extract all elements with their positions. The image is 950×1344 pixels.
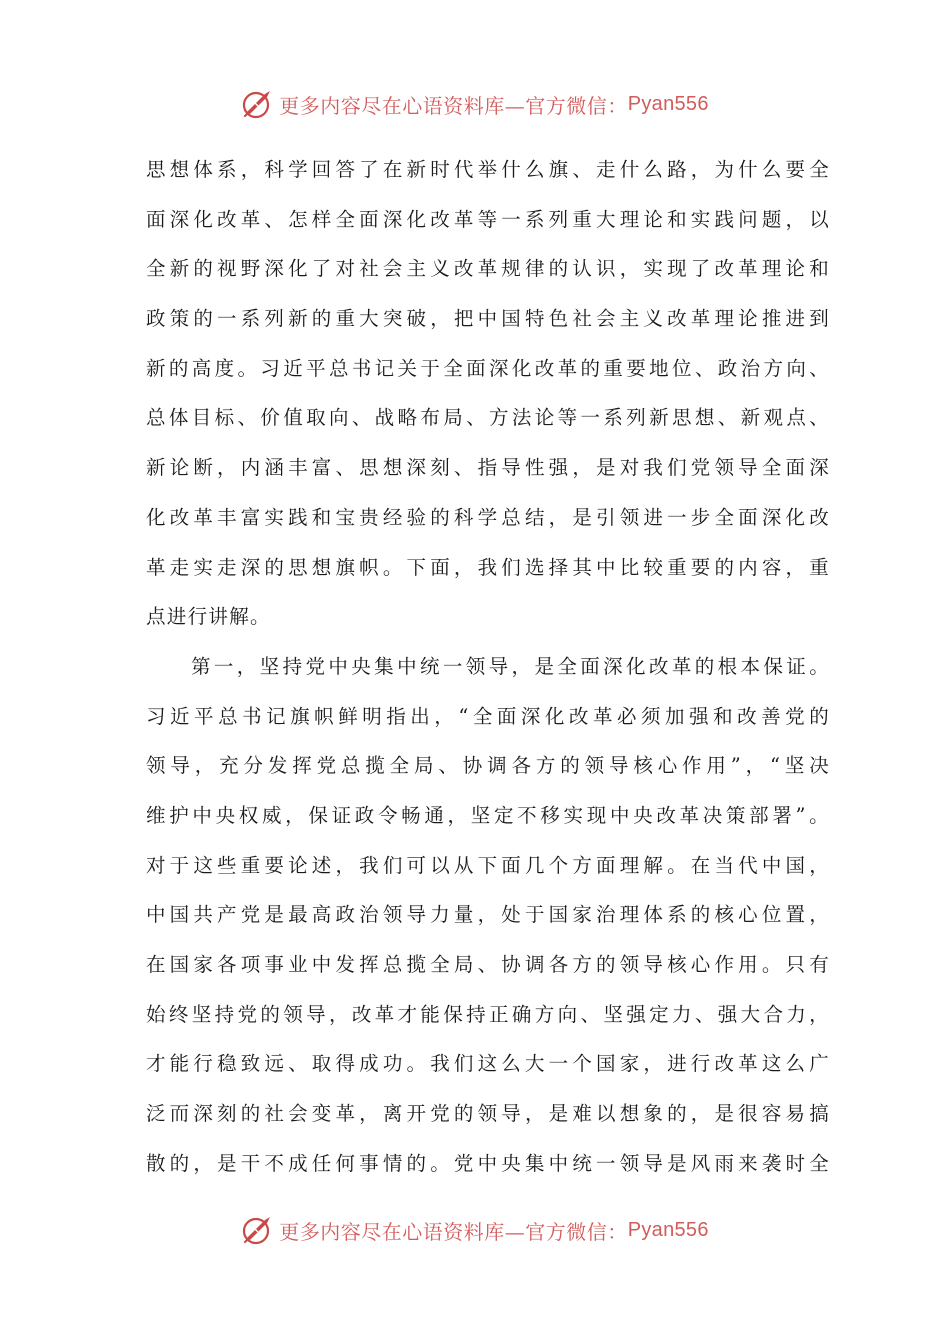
text-line: 维护中央权威，保证政令畅通，坚定不移实现中央改革决策部署”。 — [146, 803, 830, 827]
text-line: 总体目标、价值取向、战略布局、方法论等一系列新思想、新观点、 — [146, 406, 830, 430]
text-line: 全新的视野深化了对社会主义改革规律的认识，实现了改革理论和 — [146, 257, 830, 281]
text-line: 泛而深刻的社会变革，离开党的领导，是难以想象的，是很容易搞 — [146, 1102, 830, 1126]
pen-logo-icon — [241, 1213, 275, 1247]
text-line: 政策的一系列新的重大突破，把中国特色社会主义改革理论推进到 — [146, 307, 830, 331]
text-line: 化改革丰富实践和宝贵经验的科学总结，是引领进一步全面深化改 — [146, 505, 830, 529]
text-line: 才能行稳致远、取得成功。我们这么大一个国家，进行改革这么广 — [146, 1052, 830, 1076]
watermark-text: 更多内容尽在心语资料库—官方微信： — [279, 93, 628, 118]
text-line: 习近平总书记旗帜鲜明指出，“全面深化改革必须加强和改善党的 — [146, 704, 830, 728]
text-line: 点进行讲解。 — [146, 605, 271, 629]
text-line: 思想体系，科学回答了在新时代举什么旗、走什么路，为什么要全 — [146, 158, 830, 181]
text-line: 中国共产党是最高政治领导力量，处于国家治理体系的核心位置， — [146, 903, 830, 927]
text-line: 始终坚持党的领导，改革才能保持正确方向、坚强定力、强大合力， — [146, 1002, 830, 1026]
paragraph-first-line: 第一，坚持党中央集中统一领导，是全面深化改革的根本保证。 — [191, 654, 830, 678]
text-line: 面深化改革、怎样全面深化改革等一系列重大理论和实践问题，以 — [146, 207, 830, 231]
text-line: 对于这些重要论述，我们可以从下面几个方面理解。在当代中国， — [146, 853, 830, 877]
text-line: 在国家各项事业中发挥总揽全局、协调各方的领导核心作用。只有 — [146, 953, 830, 976]
text-line: 散的，是干不成任何事情的。党中央集中统一领导是风雨来袭时全 — [146, 1151, 830, 1175]
footer-watermark-banner — [0, 1208, 950, 1252]
text-line: 新论断，内涵丰富、思想深刻、指导性强，是对我们党领导全面深 — [146, 456, 830, 480]
pen-logo-icon — [241, 87, 275, 121]
header-watermark-banner — [0, 82, 950, 126]
document-body — [146, 145, 830, 1188]
watermark-wechat-handle: Pyan556 — [627, 1218, 709, 1241]
text-line: 领导，充分发挥党总揽全局、协调各方的领导核心作用”，“坚决 — [146, 754, 830, 778]
text-line: 新的高度。习近平总书记关于全面深化改革的重要地位、政治方向、 — [146, 356, 830, 380]
watermark-wechat-handle: Pyan556 — [627, 92, 709, 115]
watermark-text: 更多内容尽在心语资料库—官方微信： — [279, 1219, 628, 1244]
text-line: 革走实走深的思想旗帜。下面，我们选择其中比较重要的内容，重 — [146, 555, 830, 579]
